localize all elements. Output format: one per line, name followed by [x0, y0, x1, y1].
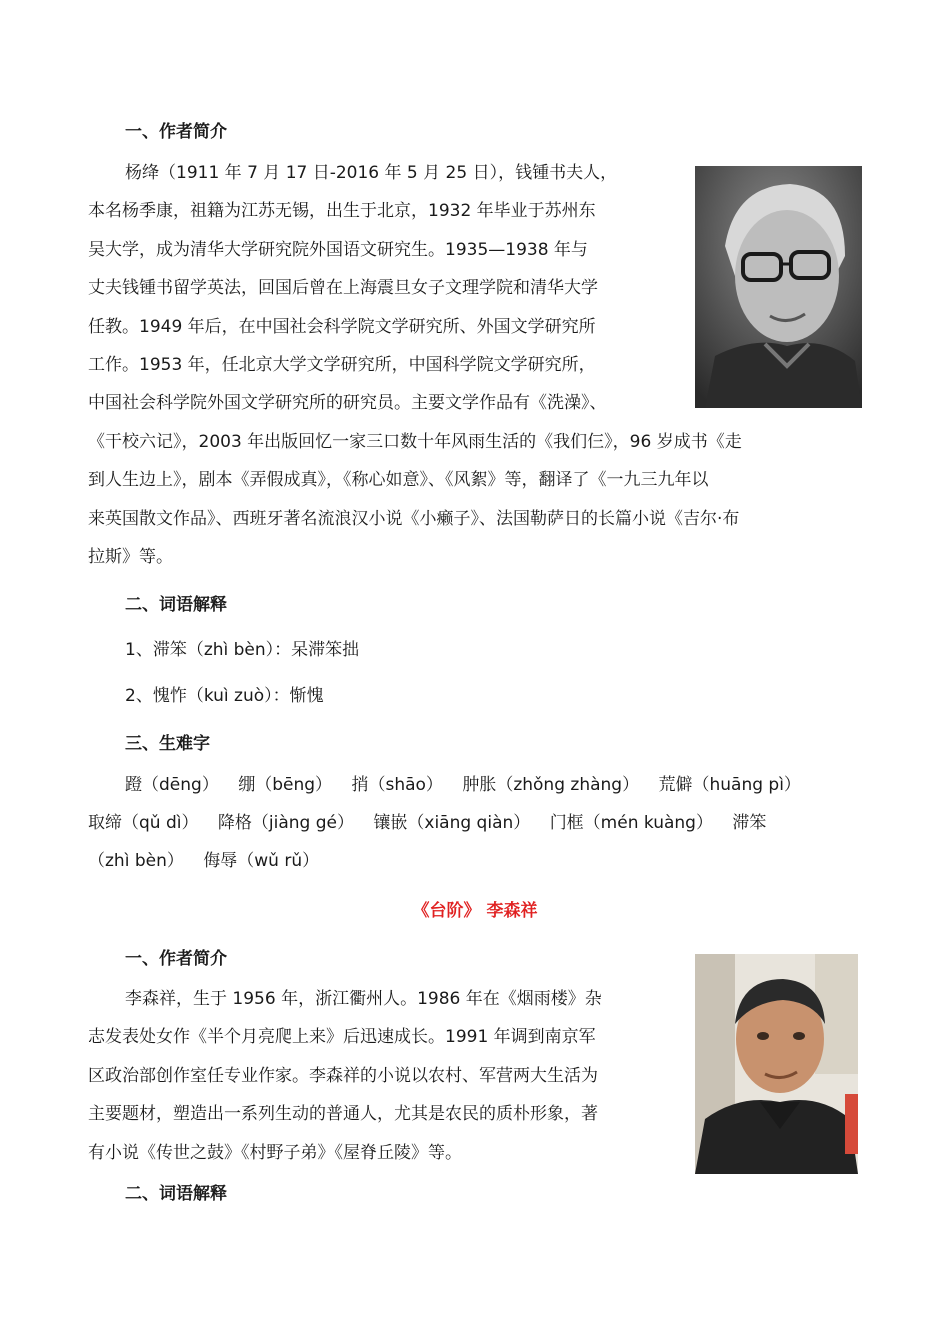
section-heading-author: 一、作者简介: [125, 949, 227, 969]
chars-row: [88, 766, 864, 804]
bio-line: 杨绛（1911 年 7 月 17 日-2016 年 5 月 25 日），钱锺书夫人，: [125, 163, 618, 183]
bio-line: 有小说《传世之鼓》《村野子弟》《屋脊丘陵》等。: [88, 1142, 462, 1163]
bio-line: 志发表处女作《半个月亮爬上来》后迅速成长。1991 年调到南京军: [88, 1027, 596, 1048]
bio-line: 本名杨季康，祖籍为江苏无锡，出生于北京，1932 年毕业于苏州东: [88, 201, 596, 222]
section-heading-difficult-chars: 三、生难字: [125, 734, 210, 754]
chars-row: [88, 804, 864, 842]
section-title-taijie: 《台阶》 李森祥: [412, 901, 538, 921]
char-entry: 捎（shāo）: [351, 775, 443, 795]
bio-line: 李森祥，生于 1956 年，浙江衢州人。1986 年在《烟雨楼》杂: [125, 989, 602, 1009]
yang-jiang-bio: [88, 154, 742, 576]
char-entry: 取缔（qǔ dì）: [88, 813, 199, 833]
char-entry: 门框（mén kuàng）: [549, 813, 713, 833]
char-entry: 滞笨: [732, 813, 767, 833]
bio-line: 来英国散文作品》、西班牙著名流浪汉小说《小癞子》、法国勒萨日的长篇小说《吉尔·布: [88, 508, 740, 529]
difficult-chars-list: [88, 766, 864, 880]
section-heading-vocabulary: 二、词语解释: [125, 595, 227, 615]
bio-line: 拉斯》等。: [88, 547, 173, 568]
char-entry: 侮辱（wǔ rǔ）: [203, 851, 320, 871]
li-senxiang-photo: [695, 954, 858, 1174]
li-senxiang-bio: [88, 980, 688, 1172]
bio-line: 工作。1953 年，任北京大学文学研究所，中国科学院文学研究所，: [88, 355, 596, 376]
bio-line: 《干校六记》，2003 年出版回忆一家三口数十年风雨生活的《我们仨》，96 岁成书《走: [88, 431, 742, 452]
chars-row: [88, 842, 864, 880]
vocab-item: 2、愧怍（kuì zuò）：惭愧: [125, 686, 324, 706]
char-entry: 肿胀（zhǒng zhàng）: [462, 775, 640, 795]
char-entry: 镶嵌（xiāng qiàn）: [373, 813, 531, 833]
yang-jiang-photo: [695, 166, 862, 408]
bio-line: 任教。1949 年后，在中国社会科学院文学研究所、外国文学研究所: [88, 316, 596, 337]
char-entry: 降格（jiàng gé）: [217, 813, 354, 833]
char-entry: 荒僻（huāng pì）: [658, 775, 801, 795]
char-entry: 蹬（dēng）: [125, 775, 219, 795]
vocab-item: 1、滞笨（zhì bèn）：呆滞笨拙: [125, 640, 360, 660]
bio-line: 主要题材，塑造出一系列生动的普通人，尤其是农民的质朴形象，著: [88, 1104, 598, 1125]
bio-line: 到人生边上》，剧本《弄假成真》，《称心如意》、《风絮》等，翻译了《一九三九年以: [88, 470, 709, 491]
bio-line: 吴大学，成为清华大学研究院外国语文研究生。1935—1938 年与: [88, 239, 588, 260]
bio-line: 区政治部创作室任专业作家。李森祥的小说以农村、军营两大生活为: [88, 1065, 598, 1086]
section-heading-author: 一、作者简介: [125, 122, 227, 142]
char-entry: 绷（bēng）: [238, 775, 333, 795]
char-entry: （zhì bèn）: [88, 851, 184, 871]
bio-line: 中国社会科学院外国文学研究所的研究员。主要文学作品有《洗澡》、: [88, 393, 607, 414]
section-heading-vocabulary: 二、词语解释: [125, 1184, 227, 1204]
bio-line: 丈夫钱锺书留学英法，回国后曾在上海震旦女子文理学院和清华大学: [88, 278, 598, 299]
